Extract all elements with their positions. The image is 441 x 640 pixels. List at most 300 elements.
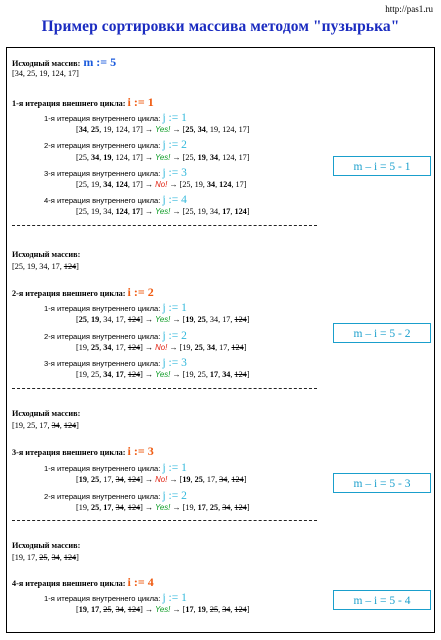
array-element: 34 [78,125,87,134]
outer-iteration-heading [12,446,154,458]
source-array [12,262,79,271]
array-before [76,370,143,379]
arrow: → [170,370,183,379]
bracket-close: ] [140,315,143,324]
inner-iteration-heading [44,168,187,179]
comma: , [111,125,116,134]
outer-iteration-label: 4-я итерация внешнего цикла: [12,579,128,588]
comma: , [190,343,195,352]
array-after [180,475,247,484]
inner-index-assignment: j := 4 [162,194,187,206]
array-element: 34 [222,370,231,379]
comma: , [99,315,104,324]
source-array-heading [12,541,80,551]
array-element: 25 [209,503,219,512]
comma: , [205,153,210,162]
inner-iteration-label: 4-я итерация внутреннего цикла: [44,196,163,205]
inner-index-assignment: j := 2 [162,139,187,151]
array-element: 17 [235,180,244,189]
array-element: 124 [222,153,235,162]
array-before [76,315,143,324]
comma: , [193,207,198,216]
outer-iteration-label: 3-я итерация внешнего цикла: [12,448,128,457]
array-element: 19 [185,503,194,512]
source-array-heading [12,409,80,419]
comma: , [86,370,92,379]
source-array-values [12,262,79,272]
comma: , [59,262,64,271]
dashed-separator [12,388,317,389]
remaining-length-box: m – i = 5 - 3 [333,473,431,493]
array-element: 34 [115,475,124,484]
comma: , [218,605,223,614]
array-element: 124 [63,553,77,562]
bracket-close: ] [246,153,250,162]
array-element: 25 [182,180,191,189]
bracket-close: ] [140,180,143,189]
array-element: 25 [91,125,100,134]
array-element: 17 [206,475,216,484]
array-element: 17 [131,180,141,189]
array-element: 124 [127,605,141,614]
array-element: 34 [91,153,100,162]
arrow: → [167,475,180,484]
bracket-open: [ [182,207,186,216]
array-element: 25 [78,153,87,162]
comma: , [86,207,92,216]
outer-iteration-heading [12,577,154,589]
comma: , [218,125,223,134]
array-element: 19 [91,315,100,324]
bracket-close: ] [243,180,247,189]
comma: , [86,503,92,512]
bracket-open: [ [182,153,186,162]
inner-iteration-label: 1-я итерация внутреннего цикла: [44,304,163,313]
swap-step [76,605,249,615]
bracket-close: ] [76,421,79,430]
comma: , [111,475,116,484]
array-element: 25 [209,605,219,614]
inner-index-assignment: j := 1 [162,302,187,314]
arrow: → [170,605,183,614]
array-element: 19 [103,153,112,162]
source-array-label: Исходный массив: [12,409,81,418]
array-element: 25 [91,343,100,352]
comma: , [47,262,52,271]
inner-index-assignment: j := 3 [162,357,187,369]
array-after [183,153,250,162]
arrow: → [142,315,156,324]
array-element: 124 [231,343,244,352]
array-element: 124 [127,315,141,324]
array-element: 34 [39,262,48,271]
comma: , [205,503,210,512]
source-array [12,421,79,430]
array-element: 17 [185,605,194,614]
array-element: 19 [27,262,36,271]
comma: , [111,180,116,189]
comma: , [22,262,28,271]
bracket-open: [ [76,180,79,189]
array-before [76,180,143,189]
inner-iteration-heading [44,593,187,604]
comma: , [86,180,92,189]
comma: , [218,370,223,379]
comma: , [86,605,92,614]
remaining-length-box: m – i = 5 - 4 [333,590,431,610]
bracket-close: ] [140,605,143,614]
m-assignment: m := 5 [80,55,117,69]
bracket-open: [ [12,553,15,562]
comma: , [59,421,64,430]
inner-iteration-heading [44,140,187,151]
array-element: 19 [197,153,206,162]
arrow: → [170,207,183,216]
comma: , [111,605,116,614]
array-element: 19 [78,605,87,614]
array-element: 17 [51,262,60,271]
array-element: 34 [222,605,231,614]
array-element: 25 [194,475,203,484]
bracket-open: [ [76,370,79,379]
inner-iteration-label: 2-я итерация внутреннего цикла: [44,141,163,150]
array-element: 34 [209,315,219,324]
comma: , [127,125,132,134]
array-element: 34 [219,475,228,484]
array-element: 34 [51,553,60,562]
outer-iteration-label: 1-я итерация внешнего цикла: [12,99,128,108]
comma: , [218,503,223,512]
comma: , [215,180,220,189]
source-array-label: Исходный массив: [12,250,81,259]
comma: , [99,475,104,484]
page-title: Пример сортировки массива методом "пузырька" [41,18,400,35]
arrow: → [142,503,156,512]
array-element: 17 [39,421,48,430]
bracket-open: [ [182,315,186,324]
comma: , [99,153,104,162]
array-element: 25 [91,503,100,512]
comma: , [205,207,210,216]
comma: , [35,553,40,562]
comma: , [99,370,104,379]
array-element: 34 [115,605,124,614]
bracket-open: [ [76,503,79,512]
result-yes: Yes! [155,153,171,162]
array-element: 19 [78,343,87,352]
array-element: 17 [115,343,124,352]
array-element: 17 [222,207,231,216]
comma: , [99,125,104,134]
comma: , [190,180,195,189]
array-element: 124 [222,125,235,134]
comma: , [59,553,64,562]
comma: , [193,125,198,134]
comma: , [86,153,92,162]
array-element: 34 [206,343,216,352]
inner-iteration-label: 3-я итерация внутреннего цикла: [44,359,163,368]
bracket-close: ] [76,262,79,271]
result-no: No! [155,343,168,352]
array-element: 124 [63,421,77,430]
result-yes: Yes! [155,605,171,614]
array-element: 25 [78,207,87,216]
array-element: 25 [78,180,87,189]
comma: , [99,503,104,512]
bracket-open: [ [76,605,79,614]
inner-iteration-label: 1-я итерация внутреннего цикла: [44,464,163,473]
comma: , [230,370,235,379]
array-element: 19 [78,503,87,512]
array-element: 124 [115,180,128,189]
array-element: 124 [234,605,247,614]
array-element: 25 [91,370,100,379]
comma: , [215,343,220,352]
comma: , [111,343,116,352]
inner-iteration-label: 2-я итерация внутреннего цикла: [44,492,163,501]
bracket-close: ] [246,207,250,216]
array-element: 25 [197,315,206,324]
array-element: 17 [209,370,219,379]
swap-step [76,153,249,163]
result-yes: Yes! [155,125,171,134]
bracket-open: [ [182,503,186,512]
array-element: 34 [197,125,206,134]
inner-iteration-label: 2-я итерация внутреннего цикла: [44,332,163,341]
bracket-open: [ [76,475,79,484]
array-element: 19 [185,315,194,324]
array-element: 19 [197,605,206,614]
comma: , [111,503,116,512]
comma: , [86,475,92,484]
comma: , [99,180,104,189]
array-before [76,207,143,216]
array-element: 124 [63,262,77,271]
result-no: No! [155,475,168,484]
bracket-open: [ [182,370,186,379]
comma: , [230,605,235,614]
array-element: 19 [182,343,191,352]
array-element: 34 [103,207,112,216]
bracket-close: ] [243,343,247,352]
comma: , [123,315,128,324]
array-after [183,125,250,134]
comma: , [127,153,132,162]
comma: , [123,343,128,352]
array-element: 124 [115,125,128,134]
comma: , [205,125,210,134]
comma: , [47,553,52,562]
array-element: 17 [131,207,141,216]
source-array-heading [12,57,116,69]
outer-index-assignment: i := 3 [127,444,154,458]
comma: , [123,605,128,614]
array-after [183,207,250,216]
bracket-open: [ [12,421,15,430]
inner-iteration-heading [44,463,187,474]
comma: , [111,315,116,324]
array-before [76,605,143,614]
array-element: 17 [27,553,36,562]
swap-step [76,343,246,353]
comma: , [111,370,116,379]
comma: , [193,315,198,324]
remaining-length-box: m – i = 5 - 2 [333,323,431,343]
bracket-close: ] [246,605,250,614]
array-element: 19 [91,207,100,216]
array-element: 25 [185,125,194,134]
array-element: 25 [78,315,87,324]
comma: , [193,503,198,512]
swap-step [76,370,249,380]
comma: , [35,262,40,271]
array-element: 124 [234,207,247,216]
array-after [183,315,250,324]
array-element: 17 [197,503,206,512]
array-element: 34 [51,421,60,430]
array-element: 25 [91,475,100,484]
inner-iteration-heading [44,113,187,124]
array-after [180,343,247,352]
comma: , [99,605,104,614]
comma: , [205,370,210,379]
array-element: 124 [234,315,247,324]
array-element: 25 [103,605,112,614]
comma: , [218,315,223,324]
comma: , [218,153,223,162]
array-element: 19 [103,125,112,134]
array-element: 17 [131,153,141,162]
bracket-close: ] [246,315,250,324]
dashed-separator [12,520,317,521]
arrow: → [142,207,156,216]
array-element: 19 [14,421,23,430]
source-array-values: [34, 25, 19, 124, 17] [12,69,79,78]
arrow: → [170,153,183,162]
source-array-label: Исходный массив: [12,541,81,550]
bracket-open: [ [179,180,183,189]
result-yes: Yes! [155,503,171,512]
comma: , [230,315,235,324]
comma: , [127,207,132,216]
array-element: 34 [222,503,231,512]
array-element: 25 [194,343,203,352]
array-after [183,605,250,614]
comma: , [22,421,28,430]
arrow: → [170,315,183,324]
array-element: 34 [103,370,112,379]
comma: , [123,370,128,379]
comma: , [230,207,235,216]
array-element: 17 [238,125,247,134]
bracket-close: ] [140,503,143,512]
bracket-open: [ [76,315,79,324]
swap-step [76,207,249,217]
site-url: http://pas1.ru [385,4,433,14]
array-element: 124 [127,370,141,379]
comma: , [190,475,195,484]
bracket-close: ] [140,207,143,216]
inner-index-assignment: j := 1 [162,592,187,604]
comma: , [127,180,132,189]
array-element: 19 [197,207,206,216]
swap-step [76,180,246,190]
array-element: 19 [78,370,87,379]
bracket-close: ] [246,370,250,379]
comma: , [234,125,239,134]
inner-iteration-heading [44,195,187,206]
source-array-values [12,421,79,431]
array-element: 17 [91,605,100,614]
array-element: 124 [234,503,247,512]
array-element: 124 [127,503,141,512]
bracket-open: [ [182,605,186,614]
inner-index-assignment: j := 1 [162,112,187,124]
array-element: 124 [115,207,128,216]
outer-iteration-heading [12,97,154,109]
array-element: 17 [222,315,231,324]
bracket-open: [ [76,343,79,352]
array-element: 17 [103,475,112,484]
array-element: 34 [103,315,112,324]
dashed-separator [12,225,317,226]
array-after [183,503,250,512]
bracket-open: [ [76,207,79,216]
comma: , [111,207,116,216]
bracket-close: ] [246,125,250,134]
comma: , [218,207,223,216]
result-yes: Yes! [155,207,171,216]
bracket-close: ] [246,503,250,512]
bracket-open: [ [12,262,15,271]
outer-index-assignment: i := 1 [127,95,154,109]
swap-step [76,475,246,485]
array-after [180,180,247,189]
array-element: 19 [185,370,194,379]
bracket-close: ] [243,475,247,484]
comma: , [111,153,116,162]
array-element: 17 [219,343,228,352]
inner-iteration-heading [44,331,187,342]
inner-iteration-heading [44,491,187,502]
array-before [76,503,143,512]
array-element: 17 [131,125,141,134]
arrow: → [142,180,156,189]
array-element: 34 [103,180,112,189]
bracket-close: ] [140,370,143,379]
comma: , [215,475,220,484]
array-element: 34 [206,180,216,189]
arrow: → [170,503,183,512]
arrow: → [142,605,156,614]
comma: , [86,125,92,134]
inner-iteration-label: 1-я итерация внутреннего цикла: [44,594,163,603]
bracket-open: [ [179,343,183,352]
array-element: 124 [127,343,141,352]
bracket-open: [ [76,153,79,162]
array-element: 17 [103,503,112,512]
comma: , [99,343,104,352]
array-element: 25 [197,370,206,379]
inner-iteration-heading [44,358,187,369]
array-element: 124 [127,475,141,484]
outer-iteration-label: 2-я итерация внешнего цикла: [12,289,128,298]
arrow: → [142,343,156,352]
source-array [12,553,79,562]
comma: , [86,343,92,352]
array-element: 19 [14,553,23,562]
result-no: No! [155,180,168,189]
